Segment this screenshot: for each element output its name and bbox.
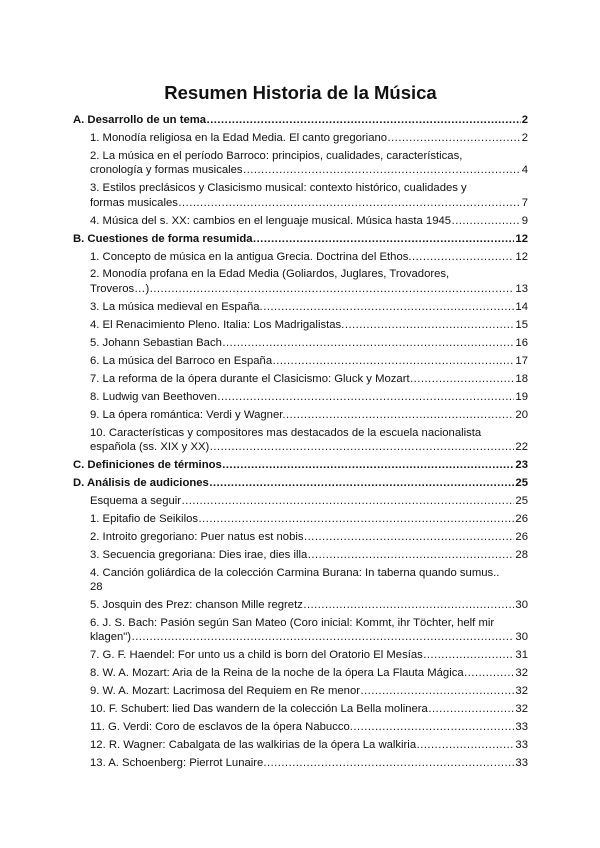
toc-entry[interactable]	[73, 336, 528, 350]
entry-row	[90, 630, 528, 644]
entry-page-number: 12	[515, 250, 528, 263]
entry-page-number: 16	[515, 336, 528, 349]
toc-entry[interactable]	[73, 372, 528, 386]
entry-text: 8. W. A. Mozart: Aria de la Reina de la noche de la ópera La Flauta Mágica	[90, 667, 464, 680]
section-page-number: 25	[515, 476, 528, 489]
entry-row	[90, 250, 528, 264]
entry-page-number: 2	[521, 131, 528, 144]
entry-row	[90, 702, 528, 716]
dot-leader	[263, 300, 515, 314]
dot-leader	[243, 163, 521, 177]
entry-page-number: 17	[515, 354, 528, 367]
entry-text: 11. G. Verdi: Coro de esclavos de la ópera Nabucco.	[90, 721, 353, 734]
entry-page-number: 30	[515, 599, 528, 612]
toc-entry[interactable]	[73, 512, 528, 526]
entry-text-line: 3. Estilos preclásicos y Clasicismo musical: contexto histórico, cualidades y	[90, 182, 467, 195]
dot-leader	[304, 530, 515, 544]
dot-leader	[360, 684, 514, 698]
entry-page-number: 14	[515, 300, 528, 313]
toc-entry[interactable]	[73, 648, 528, 662]
entry-page-number: 30	[515, 631, 528, 644]
entry-text: Troveros…)	[90, 282, 150, 295]
entry-row	[90, 282, 528, 296]
entry-text: 13. A. Schoenberg: Pierrot Lunaire.	[90, 757, 267, 770]
entry-text-line: 4. Canción goliárdica de la colección Carmina Burana: In taberna quando sumus..	[90, 566, 500, 579]
toc-entry[interactable]	[73, 666, 528, 680]
entry-row	[90, 390, 528, 404]
entry-row	[90, 666, 528, 680]
dot-leader	[178, 196, 521, 210]
entry-text: 5. Josquin des Prez: chanson Mille regretz	[90, 599, 303, 612]
entry-row	[90, 512, 528, 526]
toc-entry[interactable]	[73, 494, 528, 508]
dot-leader	[303, 598, 515, 612]
toc-entry[interactable]	[73, 149, 528, 178]
entry-row	[90, 300, 528, 314]
dot-leader	[181, 494, 514, 508]
dot-leader	[416, 738, 514, 752]
entry-text: 3. La música medieval en España.	[90, 300, 263, 313]
entry-text: 4. El Renacimiento Pleno. Italia: Los Madrigalistas.	[90, 318, 345, 331]
entry-page-number: 9	[521, 214, 528, 227]
entry-text: Esquema a seguir	[90, 494, 182, 507]
dot-leader	[209, 440, 514, 454]
entry-page-number: 20	[515, 408, 528, 421]
toc-entry[interactable]	[73, 131, 528, 145]
toc-entry[interactable]	[73, 214, 528, 228]
dot-leader	[353, 720, 515, 734]
toc-entry[interactable]	[73, 354, 528, 368]
entry-page-number: 15	[515, 318, 528, 331]
dot-leader	[198, 512, 514, 526]
dot-leader	[307, 548, 514, 562]
entry-page-number: 31	[515, 649, 528, 662]
toc-entry[interactable]	[73, 426, 528, 455]
dot-leader	[464, 666, 515, 680]
entry-text: 3. Secuencia gregoriana: Dies irae, dies illa	[90, 548, 308, 561]
entry-text: 6. La música del Barroco en España	[90, 354, 273, 367]
entry-row	[90, 598, 528, 612]
entry-text: 7. G. F. Haendel: For unto us a child is born del Oratorio El Mesías	[90, 649, 423, 662]
toc-section-heading[interactable]	[73, 458, 528, 472]
page-title: Resumen Historia de la Música	[164, 82, 437, 103]
document-page	[73, 82, 528, 774]
entry-page-number: 28	[90, 581, 103, 594]
section-text: C. Definiciones de términos	[73, 458, 222, 471]
entry-row	[90, 214, 528, 228]
dot-leader	[131, 630, 514, 644]
entry-text: 8. Ludwig van Beethoven	[90, 390, 217, 403]
entry-text: 7. La reforma de la ópera durante el Clasicismo: Gluck y Mozart	[90, 372, 410, 385]
entry-page-number: 32	[515, 667, 528, 680]
toc-section-heading[interactable]	[73, 232, 528, 246]
section-page-number: 12	[515, 232, 528, 245]
entry-row	[90, 196, 528, 210]
entry-text: 4. Música del s. XX: cambios en el lenguaje musical. Música hasta 1945	[90, 214, 452, 227]
dot-leader	[222, 458, 515, 472]
section-row	[73, 458, 528, 472]
toc-entry[interactable]	[73, 616, 528, 645]
entry-row	[90, 372, 528, 386]
entry-page-number: 28	[515, 548, 528, 561]
toc-entry[interactable]	[73, 702, 528, 716]
entry-row	[90, 408, 528, 422]
section-row	[73, 113, 528, 127]
dot-leader	[410, 372, 515, 386]
section-page-number: 23	[515, 458, 528, 471]
entry-row	[90, 684, 528, 698]
dot-leader	[272, 354, 514, 368]
toc-entry[interactable]	[73, 181, 528, 210]
entry-page-number: 26	[515, 512, 528, 525]
entry-page-number: 32	[515, 703, 528, 716]
entry-row	[90, 738, 528, 752]
section-text: D. Análisis de audiciones	[73, 476, 209, 489]
dot-leader	[387, 131, 521, 145]
entry-text: klagen")	[90, 631, 132, 644]
section-text: B. Cuestiones de forma resumida	[73, 232, 253, 245]
entry-text-line: 6. J. S. Bach: Pasión según San Mateo (Coro inicial: Kommt, ihr Töchter, helf mir	[90, 617, 495, 630]
entry-text: 1. Epitafio de Seikilos	[90, 512, 199, 525]
entry-text-line: 2. La música en el período Barroco: principios, cualidades, características,	[90, 149, 463, 162]
section-row	[73, 232, 528, 246]
entry-row	[90, 530, 528, 544]
entry-page-number: 32	[515, 685, 528, 698]
entry-text: 9. W. A. Mozart: Lacrimosa del Requiem en Re menor	[90, 685, 360, 698]
toc-entry[interactable]	[73, 530, 528, 544]
entry-row	[90, 494, 528, 508]
entry-page-number: 19	[515, 390, 528, 403]
toc-section-heading[interactable]	[73, 113, 528, 127]
dot-leader	[344, 318, 514, 332]
entry-text: formas musicales	[90, 196, 178, 209]
entry-page-number: 13	[515, 282, 528, 295]
toc-entry[interactable]	[73, 756, 528, 770]
dot-leader	[222, 336, 515, 350]
toc-entry[interactable]	[73, 318, 528, 332]
dot-leader	[286, 408, 515, 422]
dot-leader	[209, 476, 515, 490]
dot-leader	[412, 250, 515, 264]
entry-row	[90, 720, 528, 734]
entry-row	[90, 336, 528, 350]
section-page-number: 2	[521, 114, 528, 126]
toc-entry[interactable]	[73, 250, 528, 264]
dot-leader	[149, 282, 514, 296]
dot-leader	[206, 113, 521, 127]
entry-text: 1. Monodía religiosa en la Edad Media. El canto gregoriano	[90, 131, 388, 144]
dot-leader	[423, 648, 515, 662]
toc-entry[interactable]	[73, 566, 528, 595]
entry-text: cronología y formas musicales	[90, 164, 243, 177]
section-text: A. Desarrollo de un tema	[73, 114, 207, 126]
toc-entry[interactable]	[73, 548, 528, 562]
dot-leader	[266, 756, 514, 770]
entry-text: 5. Johann Sebastian Bach	[90, 336, 222, 349]
entry-text: 2. Introito gregoriano: Puer natus est nobis	[90, 530, 304, 543]
entry-text-line: 2. Monodía profana en la Edad Media (Goliardos, Juglares, Trovadores,	[90, 268, 450, 281]
entry-page-number: 33	[515, 739, 528, 752]
toc-entry[interactable]	[73, 408, 528, 422]
entry-page-number: 4	[521, 164, 528, 177]
entry-text: española (ss. XIX y XX)	[90, 440, 210, 453]
entry-row	[90, 440, 528, 454]
section-row	[73, 476, 528, 490]
entry-page-number: 33	[515, 721, 528, 734]
entry-row	[90, 131, 528, 145]
toc-entry[interactable]	[73, 598, 528, 612]
dot-leader	[253, 232, 515, 246]
dot-leader	[451, 214, 521, 228]
toc-entry[interactable]	[73, 267, 528, 296]
entry-row	[90, 548, 528, 562]
table-of-contents	[73, 113, 528, 771]
entry-page-number: 18	[515, 372, 528, 385]
toc-entry[interactable]	[73, 684, 528, 698]
entry-row	[90, 163, 528, 177]
entry-text: 10. F. Schubert: lied Das wandern de la colección La Bella molinera	[90, 703, 428, 716]
entry-row	[90, 756, 528, 770]
entry-text: 1. Concepto de música en la antigua Grecia. Doctrina del Ethos.	[90, 250, 412, 263]
entry-row	[90, 318, 528, 332]
entry-page-number: 25	[515, 494, 528, 507]
entry-row	[90, 354, 528, 368]
dot-leader	[217, 390, 515, 404]
toc-section-heading[interactable]	[73, 476, 528, 490]
entry-text: 9. La ópera romántica: Verdi y Wagner.	[90, 408, 286, 421]
entry-text-line: 10. Características y compositores mas destacados de la escuela nacionalista	[90, 426, 482, 439]
dot-leader	[428, 702, 515, 716]
entry-page-number: 33	[515, 757, 528, 770]
entry-text: 12. R. Wagner: Cabalgata de las walkirias de la ópera La walkiria	[90, 739, 417, 752]
entry-page-number: 7	[521, 196, 528, 209]
entry-page-number: 22	[515, 440, 528, 453]
toc-entry[interactable]	[73, 300, 528, 314]
entry-row	[90, 648, 528, 662]
entry-page-number: 26	[515, 530, 528, 543]
toc-entry[interactable]	[73, 738, 528, 752]
toc-entry[interactable]	[73, 720, 528, 734]
toc-entry[interactable]	[73, 390, 528, 404]
